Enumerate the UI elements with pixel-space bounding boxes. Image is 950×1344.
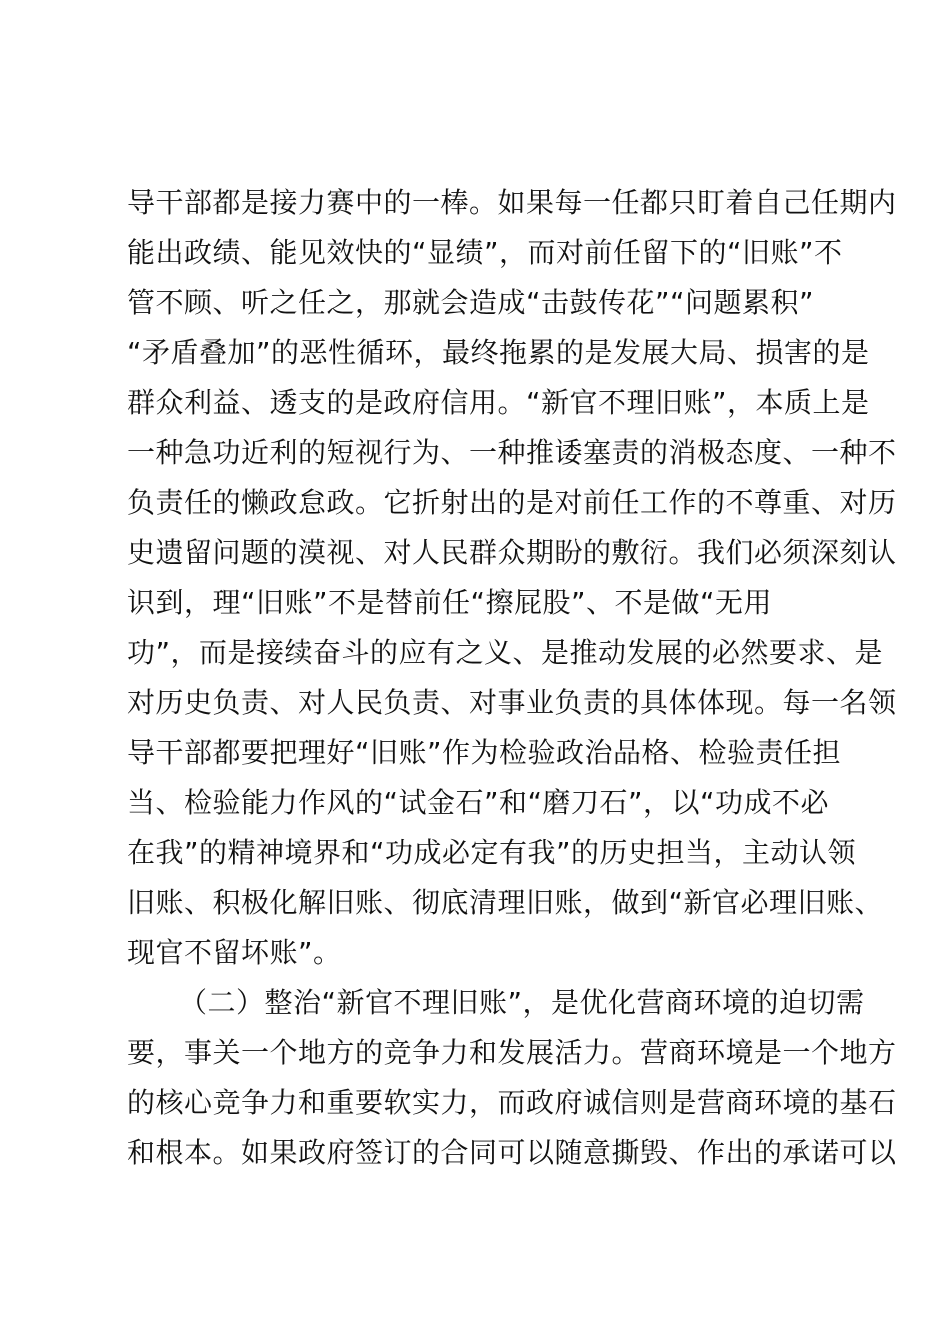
text-line-14: 在我”的精神境界和“功成必定有我”的历史担当，主动认领 (127, 836, 857, 869)
text-line-4: “矛盾叠加”的恶性循环，最终拖累的是发展大局、损害的是 (127, 336, 870, 369)
text-line-1: 导干部都是接力赛中的一棒。如果每一任都只盯着自己任期内 (127, 186, 897, 219)
text-line-13: 当、检验能力作风的“试金石”和“磨刀石”，以“功成不必 (127, 786, 830, 819)
text-line-7: 负责任的懒政怠政。它折射出的是对前任工作的不尊重、对历 (127, 486, 897, 519)
body-text (127, 178, 897, 1178)
text-line-9: 识到，理“旧账”不是替前任“擦屁股”、不是做“无用 (127, 586, 773, 619)
text-line-8: 史遗留问题的漠视、对人民群众期盼的敷衍。我们必须深刻认 (127, 536, 897, 569)
text-line-6: 一种急功近利的短视行为、一种推诿塞责的消极态度、一种不 (127, 436, 897, 469)
text-line-10: 功”，而是接续奋斗的应有之义、是推动发展的必然要求、是 (127, 636, 884, 669)
text-line-20: 和根本。如果政府签订的合同可以随意撕毁、作出的承诺可以 (127, 1136, 897, 1169)
text-line-18: 要，事关一个地方的竞争力和发展活力。营商环境是一个地方 (127, 1036, 897, 1069)
text-line-12: 导干部都要把理好“旧账”作为检验政治品格、检验责任担 (127, 736, 842, 769)
text-line-16: 现官不留坏账”。 (127, 936, 342, 969)
text-line-11: 对历史负责、对人民负责、对事业负责的具体体现。每一名领 (127, 686, 897, 719)
text-line-2: 能出政绩、能见效快的“显绩”，而对前任留下的“旧账”不 (127, 236, 843, 269)
text-line-15: 旧账、积极化解旧账、彻底清理旧账，做到“新官必理旧账、 (127, 886, 884, 919)
text-line-5: 群众利益、透支的是政府信用。“新官不理旧账”，本质上是 (127, 386, 870, 419)
text-line-3: 管不顾、听之任之，那就会造成“击鼓传花”“问题累积” (127, 286, 815, 319)
section-heading-line: （二）整治“新官不理旧账”，是优化营商环境的迫切需 (179, 986, 865, 1019)
text-line-19: 的核心竞争力和重要软实力，而政府诚信则是营商环境的基石 (127, 1086, 897, 1119)
